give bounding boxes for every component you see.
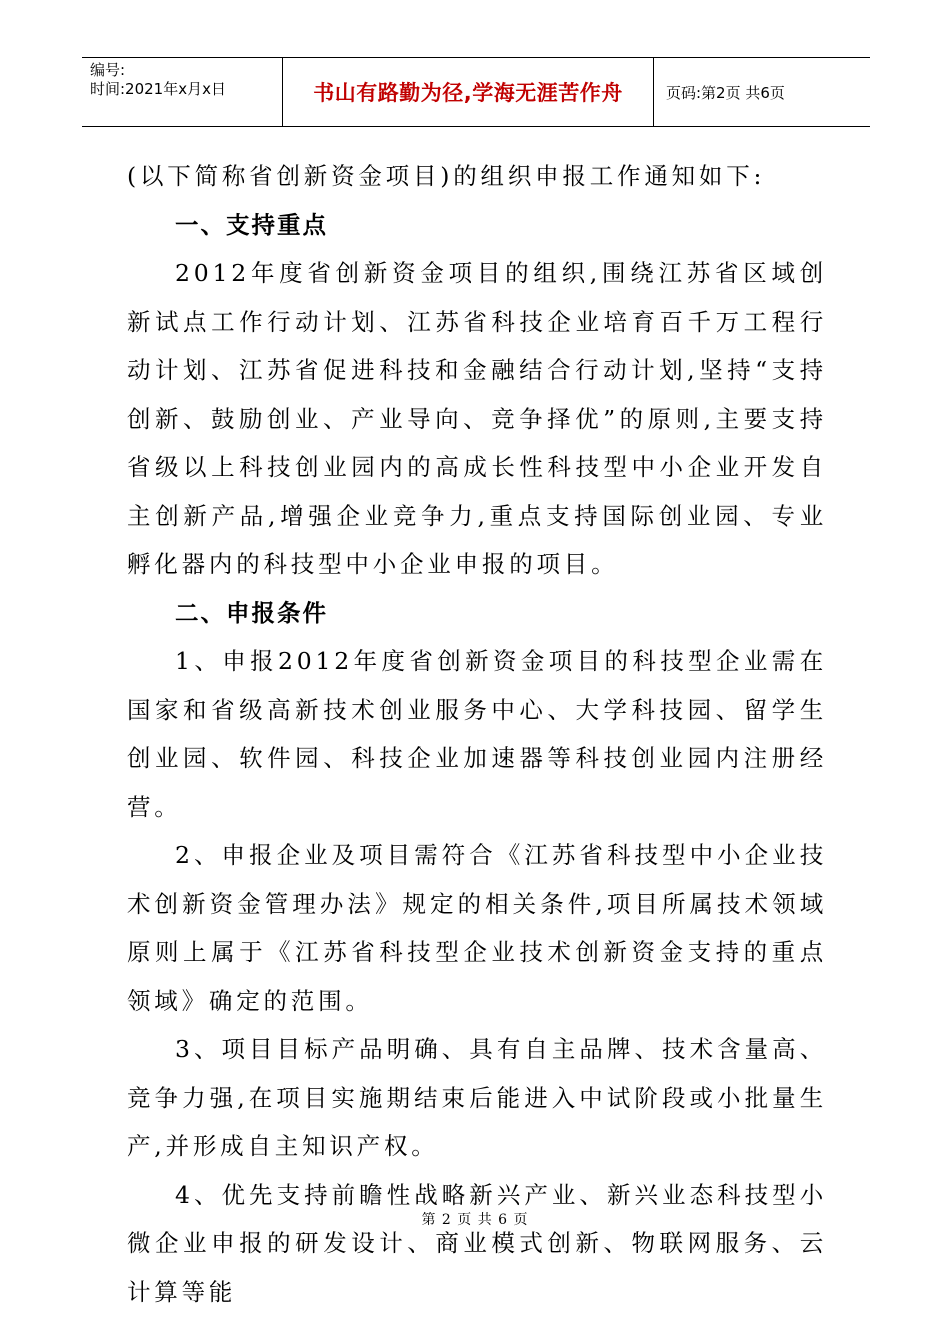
header-number-label: 编号: (90, 61, 126, 79)
header-page-info: 页码:第2页 共6页 (666, 83, 785, 102)
condition-item-4: 4、优先支持前瞻性战略新兴产业、新兴业态科技型小微企业申报的研发设计、商业模式创新、物联网服务、云计算等能 (127, 1180, 827, 1306)
paragraph-intro: (以下简称省创新资金项目)的组织申报工作通知如下: (127, 162, 766, 190)
document-body (127, 152, 827, 1316)
page-header (82, 57, 870, 127)
section-heading-2: 二、申报条件 (175, 598, 328, 627)
header-motto: 书山有路勤为径,学海无涯苦作舟 (282, 58, 654, 126)
condition-item-2: 2、申报企业及项目需符合《江苏省科技型中小企业技术创新资金管理办法》规定的相关条件,项目所属技术领域原则上属于《江苏省科技型企业技术创新资金支持的重点领域》确定的范围。 (127, 841, 827, 1015)
condition-item-1: 1、申报2012年度省创新资金项目的科技型企业需在国家和省级高新技术创业服务中心、大学科技园、留学生创业园、软件园、科技企业加速器等科技创业园内注册经营。 (127, 647, 827, 821)
section-heading-1: 一、支持重点 (175, 210, 328, 239)
page-footer: 第 2 页 共 6 页 (421, 1212, 529, 1228)
condition-item-3: 3、项目目标产品明确、具有自主品牌、技术含量高、竞争力强,在项目实施期结束后能进入中试阶段或小批量生产,并形成自主知识产权。 (127, 1035, 827, 1160)
header-meta (82, 58, 282, 126)
paragraph-support-focus: 2012年度省创新资金项目的组织,围绕江苏省区域创新试点工作行动计划、江苏省科技企业培育百千万工程行动计划、江苏省促进科技和金融结合行动计划,坚持“支持创新、鼓励创业、产业导向、竞争择优”的原则,主要支持省级以上科技创业园内的高成长性科技型中小企业开发自主创新产品,增强企业竞争力,重点支持国际创业园、专业孵化器内的科技型中小企业申报的项目。 (127, 259, 827, 578)
header-time-label: 时间:2021年x月x日 (90, 80, 226, 98)
